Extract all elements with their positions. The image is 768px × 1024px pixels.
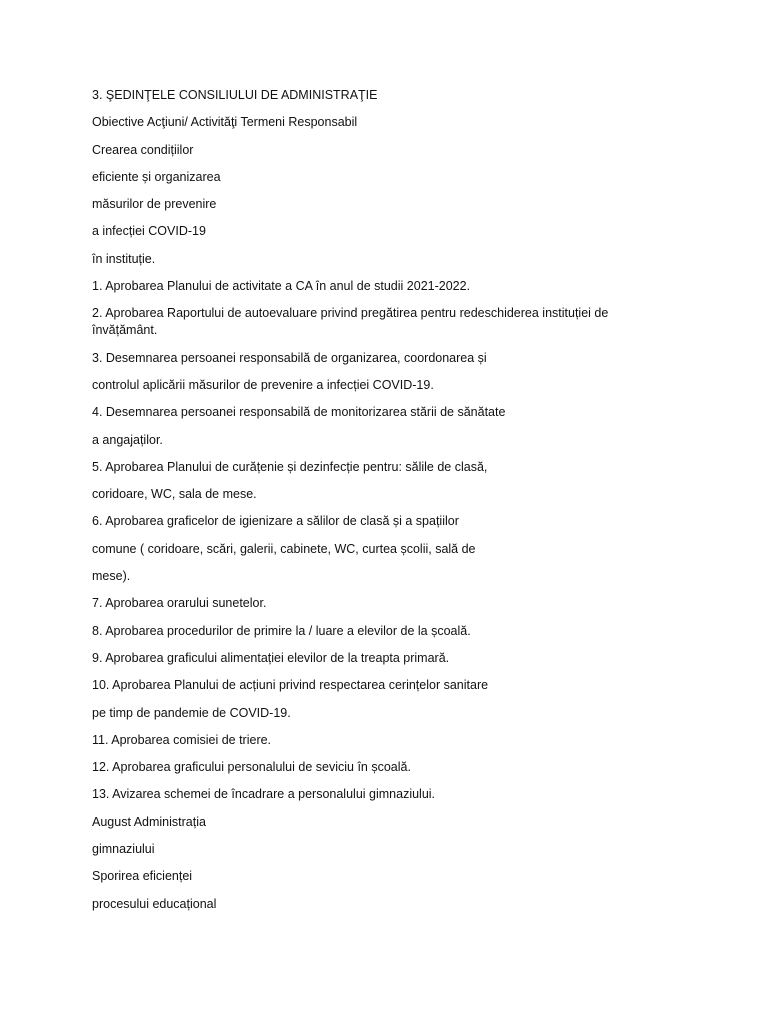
- document-body: [92, 87, 652, 923]
- action-item-continuation: pe timp de pandemie de COVID-19.: [92, 705, 291, 720]
- action-item: 8. Aprobarea procedurilor de primire la / luare a elevilor de la școală.: [92, 623, 471, 638]
- action-item: 4. Desemnarea persoanei responsabilă de monitorizarea stării de sănătate: [92, 405, 506, 420]
- action-item: 3. Desemnarea persoanei responsabilă de organizarea, coordonarea și: [92, 350, 487, 365]
- action-item: 1. Aprobarea Planului de activitate a CA în anul de studii 2021-2022.: [92, 279, 471, 294]
- objective-line: eficiente și organizarea: [92, 169, 221, 184]
- table-header-line: Obiective Acţiuni/ Activităţi Termeni Responsabil: [92, 115, 358, 130]
- objective-line: a infecției COVID-19: [92, 224, 206, 239]
- action-item-continuation: mese).: [92, 569, 131, 584]
- action-item-continuation: comune ( coridoare, scări, galerii, cabinete, WC, curtea școlii, sală de: [92, 541, 476, 556]
- action-item: 11. Aprobarea comisiei de triere.: [92, 732, 272, 747]
- section-heading: 3. ŞEDINŢELE CONSILIULUI DE ADMINISTRAŢIE: [92, 88, 378, 102]
- objective-line: Crearea condițiilor: [92, 142, 194, 157]
- action-item-continuation: coridoare, WC, sala de mese.: [92, 487, 257, 502]
- term-responsible-line: August Administrația: [92, 814, 206, 829]
- action-item: 7. Aprobarea orarului sunetelor.: [92, 596, 267, 611]
- objective-line: măsurilor de prevenire: [92, 197, 217, 212]
- responsible-line: gimnaziului: [92, 842, 155, 857]
- action-item: 2. Aprobarea Raportului de autoevaluare privind pregătirea pentru redeschiderea instituției de învățământ.: [92, 306, 609, 338]
- action-item: 6. Aprobarea graficelor de igienizare a sălilor de clasă și a spațiilor: [92, 514, 459, 529]
- objective-line: Sporirea eficienței: [92, 869, 193, 884]
- action-item: 10. Aprobarea Planului de acțiuni privind respectarea cerințelor sanitare: [92, 678, 489, 693]
- objective-line: procesului educațional: [92, 896, 217, 911]
- action-item: 12. Aprobarea graficului personalului de seviciu în școală.: [92, 760, 411, 775]
- action-item: 9. Aprobarea graficului alimentației elevilor de la treapta primară.: [92, 650, 450, 665]
- action-item-continuation: controlul aplicării măsurilor de prevenire a infecției COVID-19.: [92, 377, 434, 392]
- action-item: 13. Avizarea schemei de încadrare a personalului gimnaziului.: [92, 787, 436, 802]
- action-item-continuation: a angajaților.: [92, 432, 163, 447]
- objective-line: în instituție.: [92, 251, 156, 266]
- action-item: 5. Aprobarea Planului de curățenie și dezinfecție pentru: sălile de clasă,: [92, 459, 488, 474]
